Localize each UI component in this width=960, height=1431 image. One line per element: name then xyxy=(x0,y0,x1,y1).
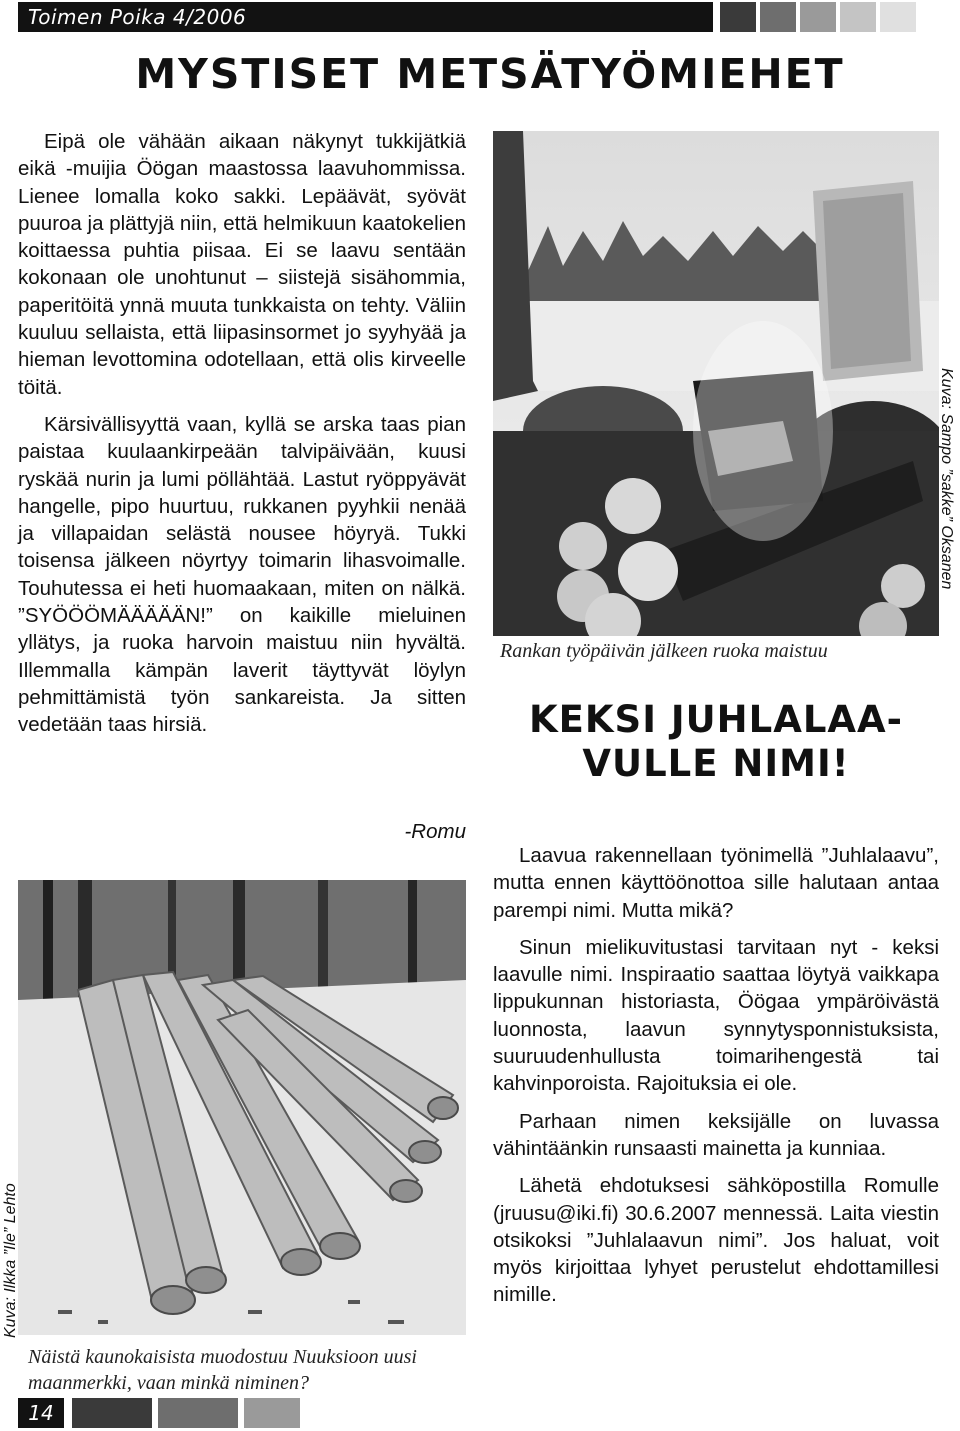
header-square xyxy=(800,2,836,32)
header-square xyxy=(840,2,876,32)
photo-caption: Rankan työpäivän jälkeen ruoka maistuu xyxy=(500,640,828,662)
paragraph: Kärsivällisyyttä vaan, kyllä se arska taas pian paistaa kuulaankirpeään talvipäivään, kuusi ryskää nurin ja lumi pöllähtää. Lastut ryöppyävät hangelle, pipo huurtuu, rukkanen pyyhkii nenää ja villapaidan selästä nousee höyryä. Tukki toisensa jälkeen nöyrtyy toimarin lihasvoimalle. Touhutessa ei heti huomaakaan, miten on nälkä. ”SYÖÖÖMÄÄÄÄÄN!” on kaikille mieluinen yllätys, ja ruoka harvoin maistuu niin hyvältä. Illemmalla kämpän laverit täyttyvät löylyn pehmittämistä työn sankareista. Ja sitten vedetään taas hirsiä. xyxy=(18,412,466,737)
author-signature: -Romu xyxy=(404,820,466,843)
logs-photo xyxy=(18,880,466,1335)
footer-square xyxy=(158,1398,238,1428)
photo-caption: Näistä kaunokaisista muodostuu Nuuksioon uusi maanmerkki, vaan minkä niminen? xyxy=(28,1346,417,1394)
paragraph: Sinun mielikuvitustasi tarvitaan nyt - keksi laavulle nimi. Inspiraatio saattaa löytyä vaikkapa lippukunnan historiasta, Öögaa ympäröivästä luonnosta, laavun synnytysponnistuksista, suuruudenhullusta toimarihengestä tai kahvinporoista. Rajoituksia ei ole. xyxy=(493,935,939,1096)
title-line: KEKSI JUHLALAA- xyxy=(528,698,904,741)
side-article-body xyxy=(493,842,939,1309)
paragraph: Eipä ole vähään aikaan näkynyt tukkijätkiä eikä -muijia Öögan maastossa laavuhommissa. Lienee lomalla koko sakki. Lepäävät, syövät puuroa ja plättyjä niin, että helmikuun kaatokelien koittaessa puhtia piisaa. Ei se laavu sentään kokonaan ole unohtunut – siistejä sisähommia, paperitöitä ynnä muuta tunkkaista on tehty. Väliin kuuluu sellaista, että liipasinsormet jo syyhyää ja hieman levottomina odotellaan, että olis kirveelle töitä. xyxy=(18,130,466,399)
photo-credit: Kuva: Ilkka ”Ile” Lehto xyxy=(2,1183,19,1338)
photo-credit: Kuva: Sampo ”sakke” Oksanen xyxy=(938,368,955,590)
title-line: VULLE NIMI! xyxy=(582,742,850,785)
paragraph: Laavua rakennellaan työnimellä ”Juhlalaavu”, mutta ennen käyttöönottoa sille halutaan antaa parempi nimi. Mutta mikä? xyxy=(493,844,939,922)
page-number: 14 xyxy=(28,1401,54,1425)
campfire-photo xyxy=(493,131,939,636)
paragraph: Lähetä ehdotuksesi sähköpostilla Romulle (jruusu@iki.fi) 30.6.2007 mennessä. Laita viestin otsikoksi ”Juhlalaavun nimi”. Jos haluat, voit myös kirjoittaa lyhyet perustelut ehdottamillesi nimille. xyxy=(493,1174,939,1307)
footer-square xyxy=(244,1398,300,1428)
footer-square xyxy=(72,1398,152,1428)
header-square xyxy=(720,2,756,32)
header-square xyxy=(880,2,916,32)
paragraph: Parhaan nimen keksijälle on luvassa vähintäänkin runsaasti mainetta ja kunniaa. xyxy=(493,1109,939,1160)
header-square xyxy=(760,2,796,32)
article-title: MYSTISET METSÄTYÖMIEHET xyxy=(135,50,845,98)
publication-title: Toimen Poika 4/2006 xyxy=(28,5,247,29)
side-article-title xyxy=(493,698,939,786)
main-article-body xyxy=(18,128,466,739)
